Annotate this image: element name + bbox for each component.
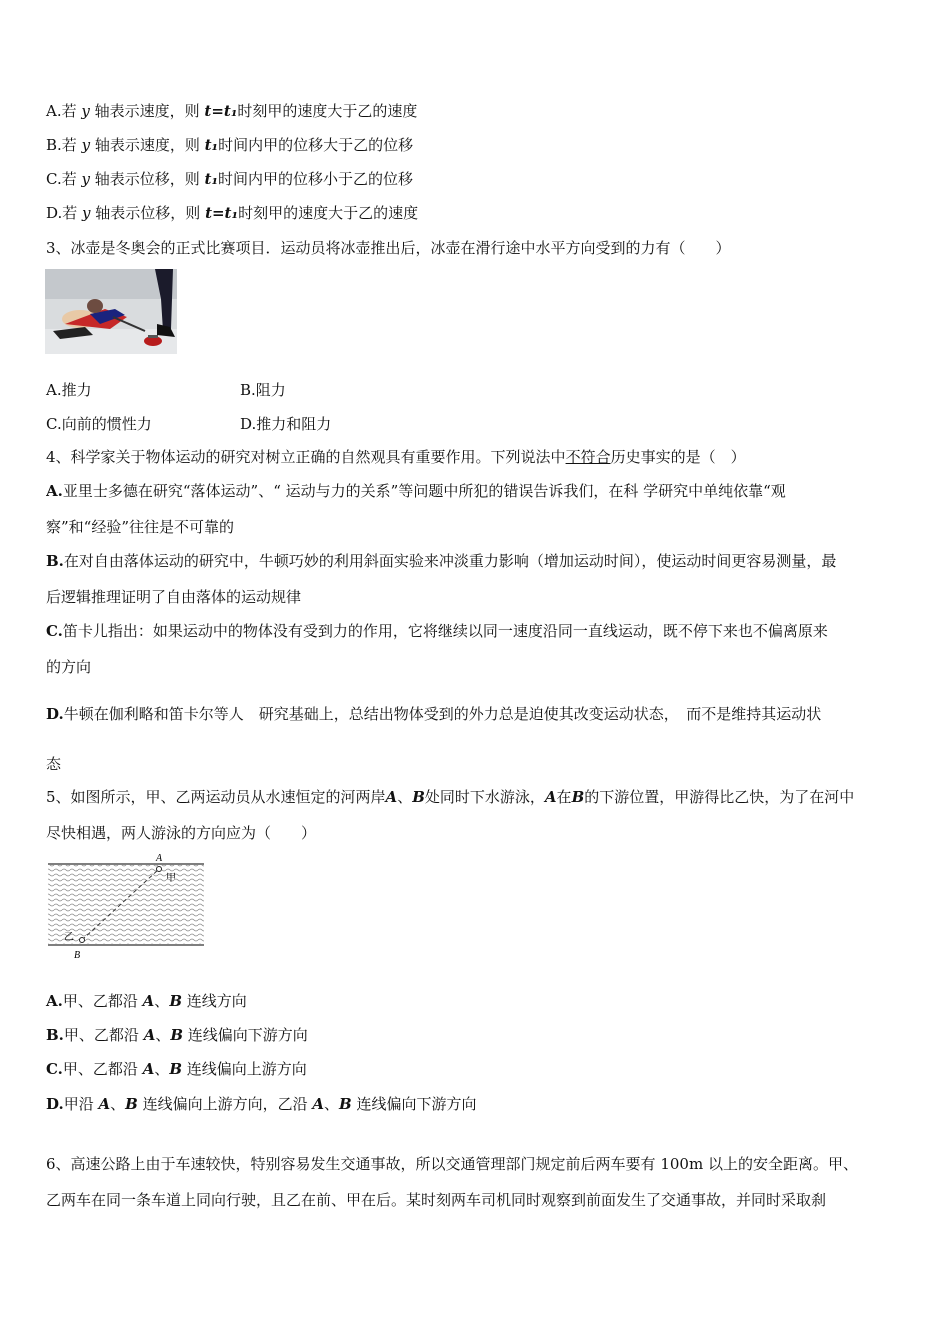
q5-stem-part1: 5、如图所示，甲、乙两运动员从水速恒定的河两岸 — [46, 788, 386, 806]
q4-stem-tail: 历史事实的是（ ） — [610, 448, 746, 466]
q5-option-d — [46, 1094, 477, 1114]
q5-option-a-sep: 、 — [154, 992, 170, 1010]
q5-option-c — [46, 1059, 307, 1079]
q2-option-d-expr: t=t₁ — [205, 204, 239, 222]
q5-option-d-sep: 、 — [110, 1095, 126, 1113]
q4-option-a-line1 — [46, 481, 906, 501]
river-label-yi: 乙 — [64, 932, 74, 943]
q4-option-a-text: 亚里士多德在研究“落体运动”、“ 运动与力的关系”等问题中所犯的错误告诉我们，在科 学研究中单纯依靠“观 — [62, 482, 786, 500]
river-label-a: A — [156, 853, 163, 864]
q5-option-a-point-b: B — [169, 992, 182, 1010]
q5-option-d-text3: 连线偏向下游方向 — [351, 1095, 477, 1113]
q4-option-b-text: 在对自由落体运动的研究中，牛顿巧妙的利用斜面实验来冲淡重力影响（增加运动时间），使运动时间更容易测量，最 — [63, 552, 837, 570]
q5-stem-point-b: B — [412, 788, 425, 806]
q2-option-d-text: 时刻甲的速度大于乙的速度 — [238, 204, 419, 222]
q4-stem-text: 4、科学家关于物体运动的研究对树立正确的自然观具有重要作用。下列说法中 — [46, 448, 566, 466]
q4-option-c-line1 — [46, 621, 906, 641]
q5-stem-point-a2: A — [544, 788, 557, 806]
q3-option-b: B.阻力 — [240, 381, 286, 399]
q2-option-c-prefix: C.若 — [46, 170, 82, 188]
q5-option-c-text1: 甲、乙都沿 — [62, 1060, 143, 1078]
q4-option-d-label: D. — [46, 705, 64, 723]
q2-option-a-var: y — [81, 102, 90, 120]
q4-option-a-line2: 察”和“经验”往往是不可靠的 — [46, 518, 235, 536]
q5-option-d-sep2: 、 — [324, 1095, 340, 1113]
q5-option-c-point-a: A — [142, 1060, 155, 1078]
q2-option-b-var: y — [81, 136, 91, 154]
river-label-b: B — [74, 950, 81, 961]
q5-stem-point-b2: B — [571, 788, 585, 806]
q2-option-a-text: 时刻甲的速度大于乙的速度 — [237, 102, 418, 120]
q4-option-c-text: 笛卡儿指出：如果运动中的物体没有受到力的作用，它将继续以同一速度沿同一直线运动，既不停下来也不偏离原来 — [62, 622, 828, 640]
q4-option-d-line2: 态 — [46, 755, 62, 773]
q5-option-c-text2: 连线偏向上游方向 — [182, 1060, 307, 1078]
q5-option-d-text1: 甲沿 — [63, 1095, 99, 1113]
q4-stem — [46, 447, 746, 467]
q5-option-d-point-a: A — [98, 1095, 111, 1113]
q5-option-d-label: D. — [46, 1095, 64, 1113]
q4-option-a-label: A. — [46, 482, 63, 500]
q2-option-b-prefix: B.若 — [46, 136, 82, 154]
q5-stem-sep: 、 — [397, 788, 413, 806]
river-label-jia: 甲 — [166, 873, 176, 884]
q2-option-a-prefix: A.若 — [46, 102, 82, 120]
q4-stem-emphasis: 不符合 — [565, 448, 611, 466]
curling-photo-icon — [45, 269, 177, 354]
q5-stem-part3: 在 — [556, 788, 572, 806]
q2-option-d-mid: 轴表示位移，则 — [90, 204, 206, 222]
q5-option-d-point-b2: B — [339, 1095, 352, 1113]
q3-option-c: C.向前的惯性力 — [46, 415, 152, 433]
q5-stem-point-a: A — [385, 788, 398, 806]
q5-option-a-text2: 连线方向 — [182, 992, 247, 1010]
q2-option-a — [46, 101, 417, 121]
q4-option-b-line2: 后逻辑推理证明了自由落体的运动规律 — [46, 588, 302, 606]
q5-option-c-label: C. — [46, 1060, 63, 1078]
q5-option-b-sep: 、 — [155, 1026, 171, 1044]
q2-option-a-mid: 轴表示速度，则 — [89, 102, 205, 120]
q4-option-c-line2: 的方向 — [46, 658, 92, 676]
q3-option-d: D.推力和阻力 — [240, 415, 332, 433]
q4-option-b-label: B. — [46, 552, 64, 570]
q2-option-a-expr: t=t₁ — [204, 102, 238, 120]
q2-option-d-var: y — [82, 204, 91, 222]
q5-option-c-point-b: B — [169, 1060, 183, 1078]
q5-option-b-point-b: B — [170, 1026, 184, 1044]
q4-option-b-line1 — [46, 551, 906, 571]
q5-option-c-sep: 、 — [154, 1060, 170, 1078]
q5-option-d-text2: 连线偏向上游方向，乙沿 — [137, 1095, 313, 1113]
q2-option-d — [46, 203, 418, 223]
q5-option-a — [46, 991, 247, 1011]
q2-option-d-prefix: D.若 — [46, 204, 83, 222]
q5-stem-part4: 的下游位置，甲游得比乙快，为了在河中 — [584, 788, 855, 806]
q5-stem-line1 — [46, 787, 906, 807]
q5-option-a-text1: 甲、乙都沿 — [62, 992, 143, 1010]
q2-option-b-mid: 轴表示速度，则 — [90, 136, 205, 154]
q3-option-a: A.推力 — [46, 381, 92, 399]
q3-stem: 3、冰壶是冬奥会的正式比赛项目．运动员将冰壶推出后，冰壶在滑行途中水平方向受到的力有（ ） — [46, 239, 731, 257]
q5-option-b — [46, 1025, 308, 1045]
q6-stem-line1: 6、高速公路上由于车速较快，特别容易发生交通事故，所以交通管理部门规定前后两车要有 100m 以上的安全距离。甲、 — [46, 1155, 858, 1173]
q2-option-c-var: y — [81, 170, 90, 188]
q5-option-d-point-a2: A — [312, 1095, 325, 1113]
q5-option-b-point-a: A — [143, 1026, 156, 1044]
q2-option-b — [46, 135, 413, 155]
q5-option-b-text1: 甲、乙都沿 — [63, 1026, 144, 1044]
q2-option-c-text: 时间内甲的位移小于乙的位移 — [218, 170, 414, 188]
q2-option-c — [46, 169, 413, 189]
q2-option-c-expr: t₁ — [204, 170, 219, 188]
q5-stem-line2: 尽快相遇，两人游泳的方向应为（ ） — [46, 824, 317, 842]
q4-option-d-line1 — [46, 704, 906, 724]
q2-option-b-expr: t₁ — [204, 136, 219, 154]
q5-option-d-point-b: B — [125, 1095, 138, 1113]
q5-stem-part2: 处同时下水游泳， — [424, 788, 545, 806]
river-diagram — [46, 852, 206, 964]
q2-option-b-text: 时间内甲的位移大于乙的位移 — [218, 136, 414, 154]
q4-option-d-text: 牛顿在伽利略和笛卡尔等人 研究基础上，总结出物体受到的外力总是迫使其改变运动状态， 而不是维持其运动状 — [63, 705, 822, 723]
q4-option-c-label: C. — [46, 622, 63, 640]
q5-option-a-label: A. — [46, 992, 63, 1010]
q2-option-c-mid: 轴表示位移，则 — [89, 170, 205, 188]
q5-option-a-point-a: A — [142, 992, 155, 1010]
q6-stem-line2: 乙两车在同一条车道上同向行驶，且乙在前、甲在后。某时刻两车司机同时观察到前面发生了交通事故，并同时采取刹 — [46, 1191, 827, 1209]
q5-option-b-text2: 连线偏向下游方向 — [183, 1026, 308, 1044]
q5-option-b-label: B. — [46, 1026, 64, 1044]
